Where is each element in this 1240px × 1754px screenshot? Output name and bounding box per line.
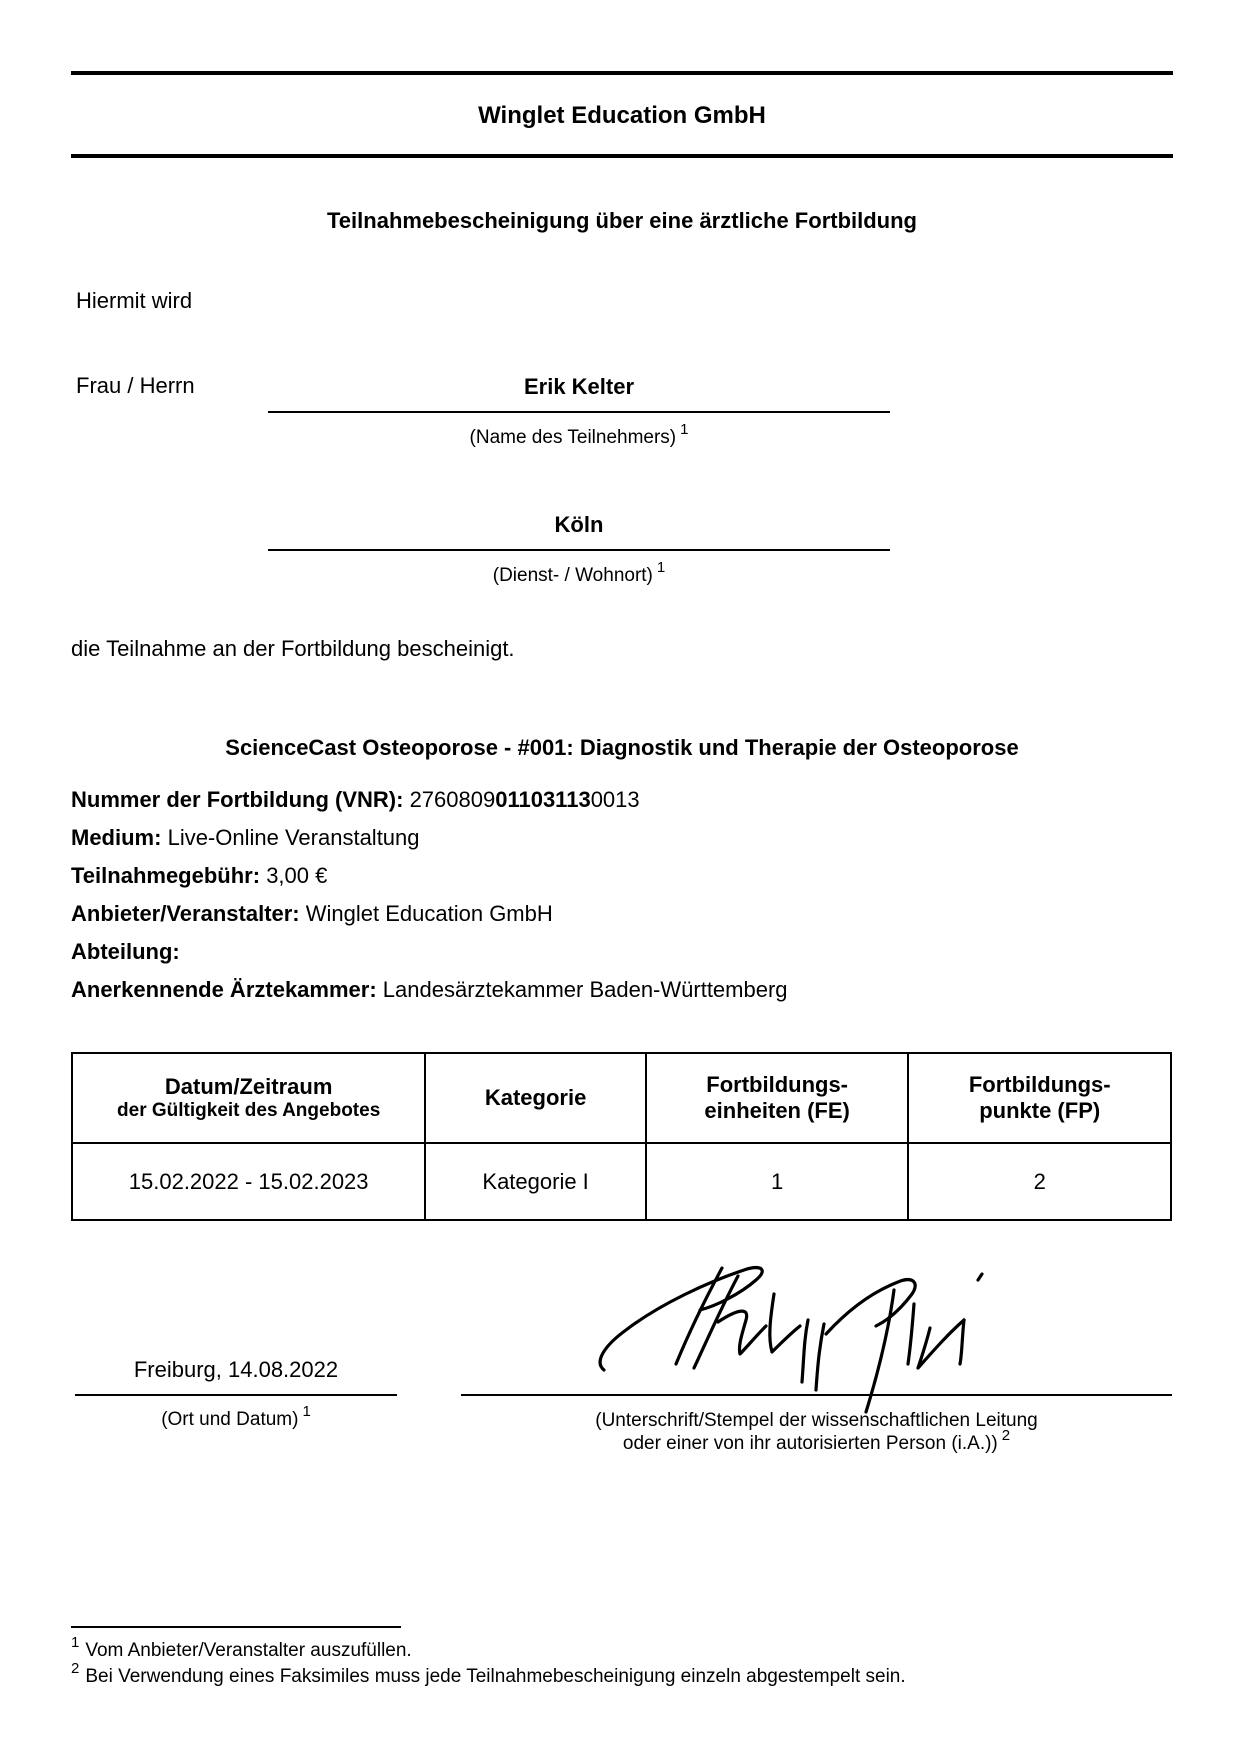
participant-name: Erik Kelter	[523, 374, 635, 399]
provider-row	[71, 901, 553, 927]
name-footnote-mark: 1	[680, 421, 689, 438]
table-header-row	[72, 1053, 1171, 1143]
salutation-label: Frau / Herrn	[76, 373, 195, 398]
participant-city: Köln	[554, 512, 604, 537]
medium-row	[71, 825, 420, 851]
chamber-value: Landesärztekammer Baden-Württemberg	[382, 977, 788, 1002]
place-date-caption	[75, 1403, 397, 1431]
city-caption-text: (Dienst- / Wohnort)	[492, 565, 653, 586]
fee-row	[71, 863, 327, 889]
footnote-separator	[71, 1626, 401, 1628]
place-date-line	[75, 1394, 397, 1396]
course-details-table	[71, 1052, 1172, 1221]
place-date: Freiburg, 14.08.2022	[133, 1357, 339, 1382]
header-period-line1: Datum/Zeitraum	[164, 1074, 333, 1099]
footnote-2-mark: 2	[71, 1660, 80, 1677]
vnr-part1: 2760809	[409, 787, 496, 812]
cell-fp: 2	[908, 1143, 1171, 1220]
name-caption-text: (Name des Teilnehmers)	[469, 427, 677, 448]
course-title: ScienceCast Osteoporose - #001: Diagnostik und Therapie der Osteoporose	[225, 735, 1019, 760]
city-footnote-mark: 1	[656, 559, 666, 576]
cell-fe: 1	[646, 1143, 909, 1220]
signature-caption	[461, 1409, 1172, 1455]
cell-period: 15.02.2022 - 15.02.2023	[72, 1143, 425, 1220]
name-line	[268, 411, 890, 413]
vnr-value	[410, 787, 640, 812]
table-row	[72, 1143, 1171, 1220]
header-category: Kategorie	[425, 1053, 646, 1143]
signature-image	[590, 1240, 1030, 1415]
chamber-row	[71, 977, 788, 1003]
header-fp-line2: punkte (FP)	[979, 1098, 1101, 1123]
header-fe-line1: Fortbildungs-	[706, 1072, 849, 1097]
vnr-part2: 01103113	[495, 787, 591, 812]
header-top-rule	[71, 71, 1173, 75]
provider-value: Winglet Education GmbH	[305, 901, 553, 926]
department-row	[71, 939, 180, 965]
company-name: Winglet Education GmbH	[478, 102, 766, 129]
place-date-caption-text: (Ort und Datum)	[161, 1409, 299, 1430]
header-period-line2: der Gültigkeit des Angebotes	[117, 1100, 381, 1121]
footnote-2	[71, 1660, 906, 1688]
signature-caption-line2: oder einer von ihr autorisierten Person (i.A.))	[622, 1433, 998, 1454]
city-line	[268, 549, 890, 551]
signature-caption-line1: (Unterschrift/Stempel der wissenschaftlichen Leitung	[595, 1410, 1038, 1431]
header-fp-line1: Fortbildungs-	[968, 1072, 1111, 1097]
footnote-1	[71, 1634, 412, 1662]
vnr-part3: 0013	[590, 787, 640, 812]
footnote-1-mark: 1	[71, 1634, 80, 1651]
provider-label: Anbieter/Veranstalter:	[71, 901, 300, 926]
vnr-label: Nummer der Fortbildung (VNR):	[71, 787, 404, 812]
footnote-2-text: Bei Verwendung eines Faksimiles muss jede Teilnahmebescheinigung einzeln abgestempelt sein.	[85, 1666, 906, 1687]
footnote-1-text: Vom Anbieter/Veranstalter auszufüllen.	[85, 1640, 412, 1661]
fee-value: 3,00 €	[266, 863, 328, 888]
place-date-footnote-mark: 1	[302, 1403, 311, 1420]
header-fe	[646, 1053, 909, 1143]
cell-category: Kategorie I	[425, 1143, 646, 1220]
chamber-label: Anerkennende Ärztekammer:	[71, 977, 377, 1002]
intro-text: Hiermit wird	[76, 288, 193, 313]
name-caption	[268, 421, 890, 449]
department-label: Abteilung:	[71, 939, 180, 964]
certificate-title: Teilnahmebescheinigung über eine ärztliche Fortbildung	[327, 208, 917, 233]
header-fe-line2: einheiten (FE)	[704, 1098, 850, 1123]
medium-label: Medium:	[71, 825, 162, 850]
medium-value: Live-Online Veranstaltung	[167, 825, 420, 850]
signature-footnote-mark: 2	[1001, 1427, 1011, 1444]
header-bottom-rule	[71, 154, 1173, 158]
vnr-row	[71, 787, 640, 813]
header-fp	[908, 1053, 1171, 1143]
header-period	[72, 1053, 425, 1143]
city-caption	[268, 559, 890, 587]
fee-label: Teilnahmegebühr:	[71, 863, 261, 888]
signature-line	[461, 1394, 1172, 1396]
confirmation-text: die Teilnahme an der Fortbildung bescheinigt.	[71, 636, 515, 661]
